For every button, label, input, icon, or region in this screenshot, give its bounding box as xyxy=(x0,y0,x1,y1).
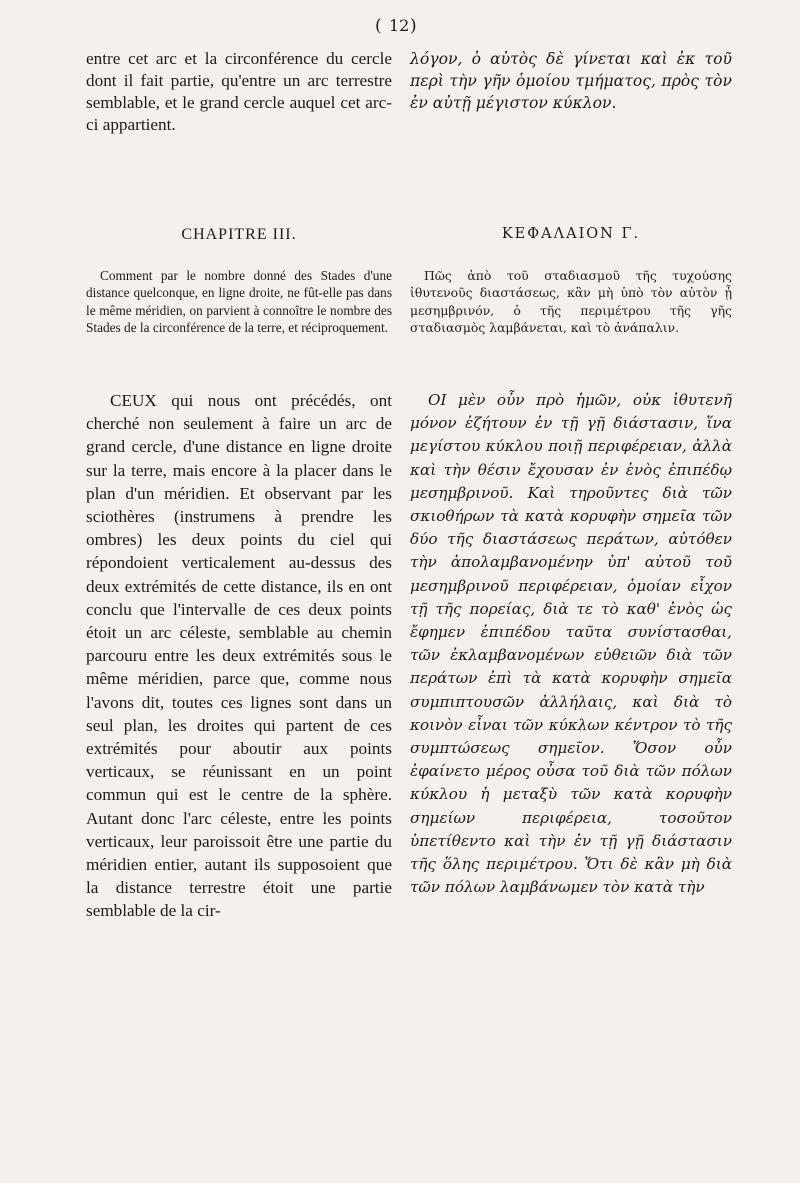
french-lead-text: entre cet arc et la circonférence du cercle dont il fait partie, qu'entre un arc terrestre semblable, et le grand cercle auquel cet arc-ci appartient. xyxy=(86,49,392,134)
greek-lead-text: λόγον, ὁ αὐτὸς δὲ γίνεται καὶ ἐκ τοῦ περὶ τὴν γῆν ὁμοίου τμήματος, πρὸς τὸν ἐν αὐτῇ μέγιστον κύκλον. xyxy=(410,50,732,112)
french-chapter-title: CHAPITRE III. xyxy=(181,226,297,243)
french-column xyxy=(86,48,392,921)
page-header xyxy=(0,16,800,44)
page-number-close-paren: ) xyxy=(410,16,417,36)
french-body-text: CEUX qui nous ont précédés, ont cherché non seulement à faire un arc de grand cercle, d'une distance en ligne droite sur la terre, mais encore à la placer dans le plan d'un méridien. Et observant par les sciothères (instrumens à prendre les ombres) les deux points du ciel qui répondoient verticalement au-dessus des deux extrémités de cette distance, ils en ont conclu que l'intervalle de ces deux points étoit un arc céleste, semblable au chemin parcouru entre les deux extrémités sous le même méridien, parce que, comme nous l'avons dit, toutes ces lignes sont dans un seul plan, les droites qui partent de ces extrémités pour aboutir aux points verticaux, se réunissant en un point commun qui est le centre de la sphère. Autant donc l'arc céleste, entre les points verticaux, leur paroissoit être une partie du méridien entier, autant ils supposoient que la distance terrestre étoit une partie semblable de la cir- xyxy=(86,391,392,921)
greek-column xyxy=(410,48,732,897)
french-chapter-summary: Comment par le nombre donné des Stades d'une distance quelconque, en ligne droite, ne fût-elle pas dans le même méridien, on parvient à connoître le nombre des Stades de la circonférence de la terre, et réciproquement. xyxy=(86,268,392,336)
greek-chapter-title: ΚΕΦΑΛΑΙΟΝ Γ. xyxy=(501,226,641,242)
greek-body-text: ΟΙ μὲν οὖν πρὸ ἡμῶν, οὐκ ἰθυτενῆ μόνον ἐζήτουν ἐν τῇ γῇ διάστασιν, ἵνα μεγίστου κύκλου ποιῇ περιφέρειαν, ἀλλὰ καὶ τὴν θέσιν ἔχουσαν ἐν ἑνὸς ἐπιπέδῳ μεσημβρινοῦ. Καὶ τηροῦντες διὰ τῶν σκιοθήρων τὰ κατὰ κορυφὴν σημεῖα τῶν δύο τῆς διαστάσεως περάτων, αὐτόθεν τὴν ἀπολαμβανομένην ὑπ' αὐτοῦ τοῦ μεσημβρινοῦ περιφέρειαν, ὁμοίαν εἶχον τῇ τῆς πορείας, διὰ τε τὸ καθ' ἑνὸς ὡς ἔφημεν ἐπιπέδου ταῦτα συνίστασθαι, τῶν ἐκλαμβανομένων εὐθειῶν διὰ τῶν περάτων ἐπὶ τὰ κατὰ κορυφὴν σημεῖα συμπιπτουσῶν ἀλλήλαις, καὶ διὰ τὸ κοινὸν εἶναι τῶν κύκλων κέντρον τὸ τῆς συμπτώσεως σημεῖον. Ὅσον οὖν ἐφαίνετο μέρος οὖσα τοῦ διὰ τῶν πόλων κύκλου ἡ μεταξὺ τῶν κατὰ κορυφὴν σημείων περιφέρεια, τοσοῦτον ὑπετίθεντο καὶ τὴν ἐν τῇ γῇ διάστασιν τῆς ὅλης περιμέτρου. Ὅτι δὲ κἂν μὴ διὰ τῶν πόλων λαμβάνωμεν τὸν κατὰ τὴν xyxy=(410,391,732,897)
page-number: 12 xyxy=(389,16,410,35)
page-number-open-paren: ( xyxy=(375,16,382,36)
greek-chapter-summary: Πῶς ἀπὸ τοῦ σταδιασμοῦ τῆς τυχούσης ἰθυτενοῦς διαστάσεως, κἂν μὴ ὑπὸ τὸν αὐτὸν ᾖ μεσημβρινόν, ὁ τῆς περιμέτρου τῆς γῆς σταδιασμὸς λαμβάνεται, καὶ τὸ ἀνάπαλιν. xyxy=(410,268,732,336)
